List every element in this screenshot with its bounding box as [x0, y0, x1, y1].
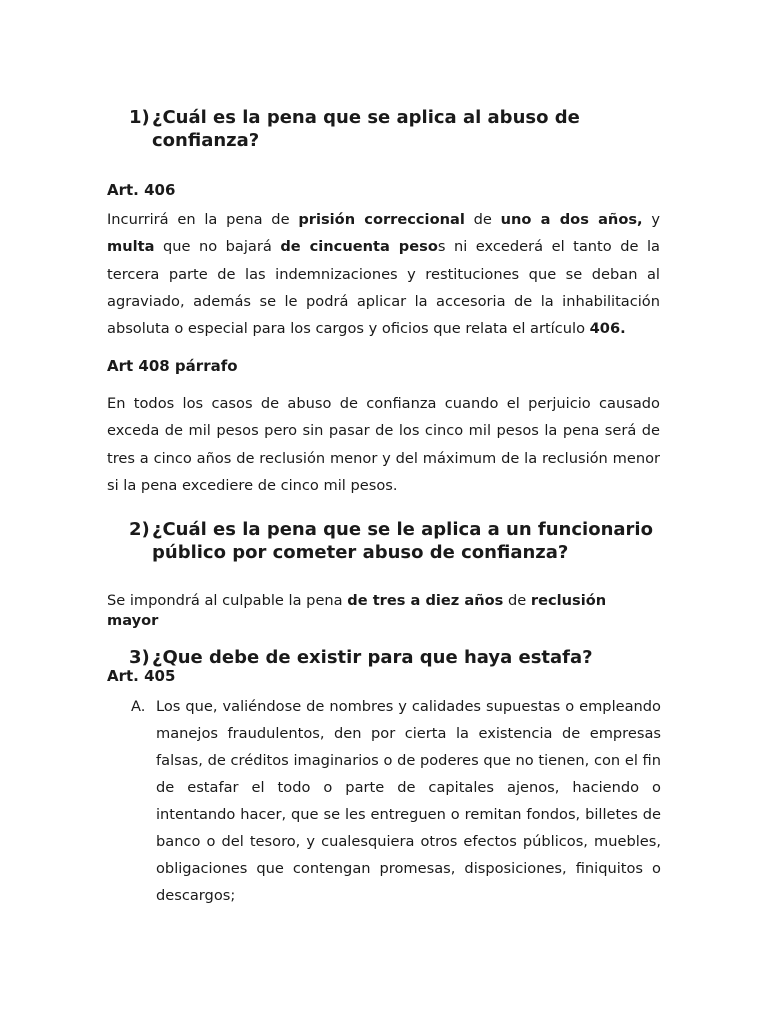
answer-2-text-c: de [503, 592, 531, 609]
question-2-number: 2) [129, 519, 150, 540]
art-406-bold-years: uno a dos años, [500, 211, 643, 228]
question-1-number: 1) [129, 107, 150, 128]
art-408-paragraph: En todos los casos de abuso de confianza cuando el perjuicio causado exceda de mil pesos pero sin pasar de los cinco mil pesos la pena será de tres a cinco años de reclusión menor y del máximum de la reclusión menor si la pena excediere de cinco mil pesos. [107, 395, 660, 494]
answer-2-bold-reclusion: reclusión mayor [107, 592, 607, 629]
art-406-text-c: de [464, 211, 501, 228]
question-1 [129, 106, 689, 152]
list-item-text: Los que, valiéndose de nombres y calidades supuestas o empleando manejos fraudulentos, den por cierta la existencia de empresas falsas, de créditos imaginarios o de poderes que no tienen, con el fin de estafar el todo o parte de capitales ajenos, haciendo o intentando hacer, que se les entreguen o remitan fondos, billetes de banco o del tesoro, y cualesquiera otros efectos públicos, muebles, obligaciones que contengan promesas, disposiciones, finiquitos o descargos; [156, 698, 661, 904]
answer-2-paragraph [107, 591, 660, 631]
art-406-bold-prision: prisión correccional [298, 211, 465, 228]
art-406-heading: Art. 406 [107, 181, 176, 199]
art-406-bold-multa: multa [107, 238, 155, 256]
answer-2-bold-years: de tres a diez años [347, 592, 504, 609]
art-406-text-e: y [642, 211, 661, 228]
answer-2-text-a: Se impondrá al culpable la pena [107, 592, 348, 609]
art-406-text-g: que no bajará [154, 238, 281, 256]
art-406-text-a: Incurrirá en la pena de [107, 211, 299, 228]
question-2-text: ¿Cuál es la pena que se le aplica a un funcionario público por cometer abuso de confianza? [152, 519, 653, 563]
art-406-bold-article: 406. [589, 320, 626, 338]
list-item [131, 693, 661, 909]
question-3-text: ¿Que debe de existir para que haya estafa? [152, 647, 593, 668]
question-1-text: ¿Cuál es la pena que se aplica al abuso de confianza? [152, 107, 580, 151]
question-3-number: 3) [129, 647, 150, 668]
question-3 [129, 646, 689, 669]
list-item-marker: A. [131, 698, 146, 715]
art-408-heading: Art 408 párrafo [107, 357, 238, 375]
art-406-bold-pesos: de cincuenta peso [280, 238, 438, 256]
question-2 [129, 518, 689, 564]
art-406-paragraph [107, 206, 660, 342]
art-405-heading: Art. 405 [107, 667, 176, 685]
art-406-text-i: s ni excederá el tanto de la tercera parte de las indemnizaciones y restituciones que se deban al agraviado, además se le podrá aplicar la accesoria de la inhabilitación absoluta o especial para los cargos y oficios que relata el artículo [107, 238, 660, 338]
